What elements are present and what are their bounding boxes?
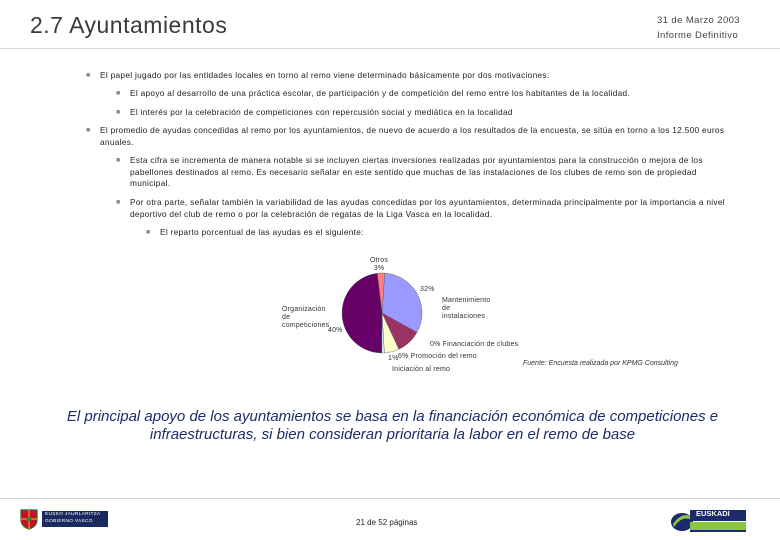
bullet-item	[86, 70, 725, 82]
bullet-item	[116, 197, 725, 220]
bullet-text: Por otra parte, señalar también la variabilidad de las ayudas concedidas por los ayuntamientos, determinada principalmente por la importancia a nivel deportivo del club de remo o por la celebración de regatas de la Liga Vasca en la localidad.	[130, 197, 725, 219]
square-bullet-icon: ■	[116, 90, 121, 97]
footer-divider	[0, 498, 780, 499]
bullet-item	[86, 125, 725, 148]
bullet-item	[116, 107, 725, 119]
bullet-text: El interés por la celebración de competiciones con repercusión social y mediática en la localidad	[130, 107, 513, 117]
coat-of-arms-icon	[18, 508, 40, 530]
gov-line: EUSKO JAURLARITZA	[45, 512, 101, 517]
square-bullet-icon: ■	[116, 157, 121, 164]
date-block	[657, 13, 740, 43]
square-bullet-icon: ■	[86, 127, 91, 134]
label-mantenimiento	[442, 297, 491, 321]
report-date: 31 de Marzo 2003	[657, 15, 740, 26]
label-text: Otros	[369, 257, 389, 264]
label-organizacion	[282, 306, 329, 330]
bullet-text: Esta cifra se incrementa de manera notable si se incluyen ciertas inversiones realizadas por ayuntamientos para la construcción o mejora de los pabellones destinados al remo. Es necesario señalar en este sentido que muchas de las instalaciones de los clubes de remo son de propiedad municipal.	[130, 155, 703, 188]
header-divider	[0, 48, 780, 49]
bullet-item	[116, 155, 725, 190]
pie-chart	[270, 255, 530, 380]
label-otros	[366, 257, 392, 273]
label-iniciacion: Iniciación al remo	[392, 366, 451, 373]
bullet-text: El promedio de ayudas concedidas al remo por los ayuntamientos, de nuevo de acuerdo a los resultados de la encuesta, se sitúa en torno a los 12.500 euros anuales.	[100, 125, 725, 147]
square-bullet-icon: ■	[146, 229, 151, 236]
label-text: Organización	[282, 306, 326, 313]
label-mant-pct: 32%	[420, 286, 435, 293]
bullet-item	[116, 88, 725, 100]
label-financiacion: 0% Financiación de clubes	[430, 341, 519, 348]
square-bullet-icon: ■	[116, 199, 121, 206]
euskadi-logo-text: EUSKADI	[696, 509, 730, 518]
bullet-text: El apoyo al desarrollo de una práctica escolar, de participación y de competición del remo entre los habitantes de la localidad.	[130, 88, 631, 98]
gov-name-box	[42, 511, 108, 527]
label-text: de	[442, 305, 451, 312]
label-pct: 3%	[373, 265, 385, 272]
label-promocion: 6% Promoción del remo	[398, 353, 477, 360]
square-bullet-icon: ■	[86, 72, 91, 79]
bullet-text: El reparto porcentual de las ayudas es el siguiente:	[160, 227, 364, 237]
gobierno-vasco-logo	[18, 508, 110, 530]
square-bullet-icon: ■	[116, 109, 121, 116]
page-title: 2.7 Ayuntamientos	[30, 12, 228, 38]
label-prom-pct: 1%	[388, 355, 399, 362]
label-text: Mantenimiento	[442, 297, 491, 304]
page-number: 21 de 52 páginas	[356, 518, 418, 527]
source-note: Fuente: Encuesta realizada por KPMG Consulting	[523, 360, 678, 367]
gov-line: GOBIERNO VASCO	[45, 519, 93, 524]
label-text: competiciones	[282, 322, 330, 329]
conclusion-text: El principal apoyo de los ayuntamientos se basa en la financiación económica de competiciones e infraestructuras, si bien consideran prioritaria la labor en el remo de base	[66, 408, 719, 443]
euskadi-logo	[670, 507, 748, 533]
label-text: instalaciones	[442, 313, 486, 320]
bullet-item	[146, 227, 720, 239]
report-version: Informe Definitivo	[657, 30, 739, 41]
bullet-text: El papel jugado por las entidades locales en torno al remo viene determinado básicamente por dos motivaciones:	[100, 70, 550, 80]
label-org-pct: 40%	[328, 327, 343, 334]
label-text: de	[282, 314, 291, 321]
pie-slice-organizaci-n-de-competiciones	[342, 273, 382, 353]
